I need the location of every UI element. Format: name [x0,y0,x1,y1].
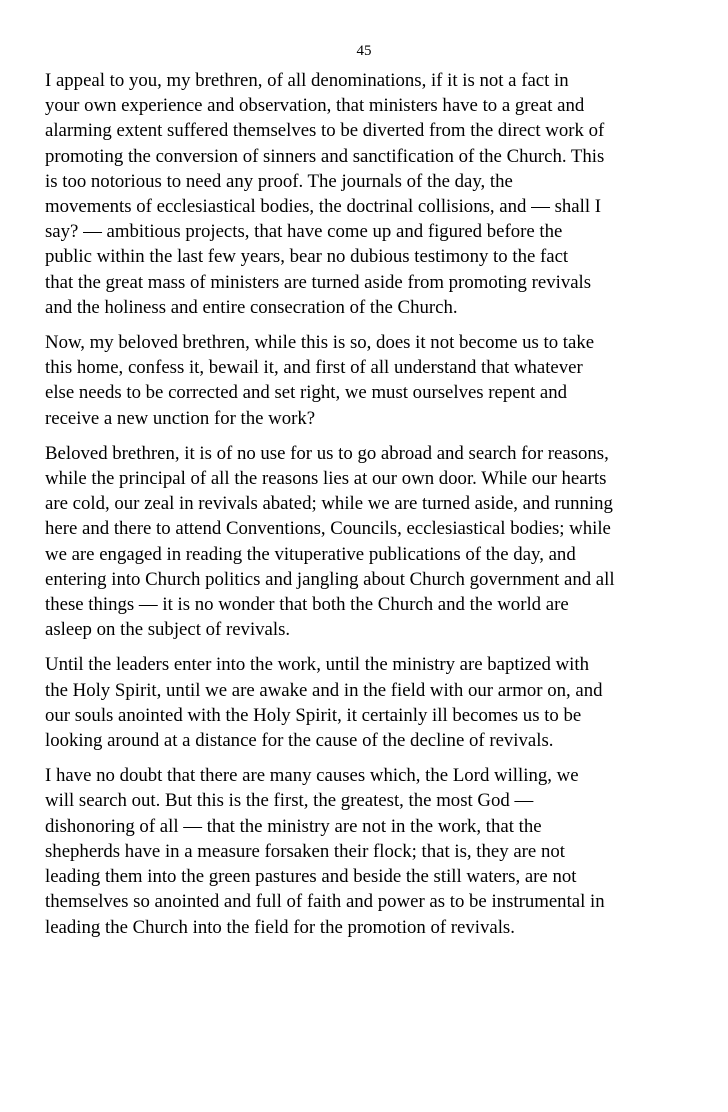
text-line: say? — ambitious projects, that have come up and figured before the [45,221,563,243]
text-line: asleep on the subject of revivals. [45,619,291,641]
text-line: shepherds have in a measure forsaken their flock; that is, they are not [45,840,565,862]
text-line: leading them into the green pastures and beside the still waters, are not [45,866,577,888]
text-line: our souls anointed with the Holy Spirit, it certainly ill becomes us to be [45,704,582,726]
text-line: here and there to attend Conventions, Councils, ecclesiastical bodies; while [45,518,611,540]
text-line: the Holy Spirit, until we are awake and in the field with our armor on, and [45,679,603,701]
text-line: Beloved brethren, it is of no use for us to go abroad and search for reasons, [45,442,609,464]
text-line: themselves so anointed and full of faith and power as to be instrumental in [45,891,605,913]
paragraph-1 [45,68,690,320]
paragraph-4 [45,652,690,753]
text-line: I have no doubt that there are many causes which, the Lord willing, we [45,765,579,787]
text-line: is too notorious to need any proof. The journals of the day, the [45,170,513,192]
paragraph-3 [45,441,690,643]
body-text [45,68,690,950]
text-line: promoting the conversion of sinners and sanctification of the Church. This [45,145,605,167]
text-line: your own experience and observation, that ministers have to a great and [45,95,585,117]
text-line: looking around at a distance for the cause of the decline of revivals. [45,730,554,752]
text-line: receive a new unction for the work? [45,407,316,429]
text-line: Until the leaders enter into the work, until the ministry are baptized with [45,654,589,676]
text-line: leading the Church into the field for the promotion of revivals. [45,916,515,938]
page-number: 45 [356,43,372,59]
text-line: will search out. But this is the first, the greatest, the most God — [45,790,534,812]
text-line: we are engaged in reading the vituperative publications of the day, and [45,543,576,565]
text-line: Now, my beloved brethren, while this is so, does it not become us to take [45,332,595,354]
paragraph-2 [45,330,690,431]
text-line: movements of ecclesiastical bodies, the doctrinal collisions, and — shall I [45,196,601,218]
text-line: dishonoring of all — that the ministry are not in the work, that the [45,815,542,837]
text-line: entering into Church politics and jangling about Church government and all [45,568,615,590]
text-line: this home, confess it, bewail it, and first of all understand that whatever [45,357,583,379]
text-line: else needs to be corrected and set right, we must ourselves repent and [45,382,568,404]
text-line: that the great mass of ministers are turned aside from promoting revivals [45,271,592,293]
text-line: public within the last few years, bear no dubious testimony to the fact [45,246,569,268]
text-line: alarming extent suffered themselves to be diverted from the direct work of [45,120,605,142]
text-line: while the principal of all the reasons lies at our own door. While our hearts [45,468,607,490]
paragraph-5 [45,763,690,939]
text-line: are cold, our zeal in revivals abated; while we are turned aside, and running [45,493,613,515]
text-line: I appeal to you, my brethren, of all denominations, if it is not a fact in [45,70,569,91]
text-line: and the holiness and entire consecration of the Church. [45,296,458,318]
text-line: these things — it is no wonder that both the Church and the world are [45,594,569,616]
